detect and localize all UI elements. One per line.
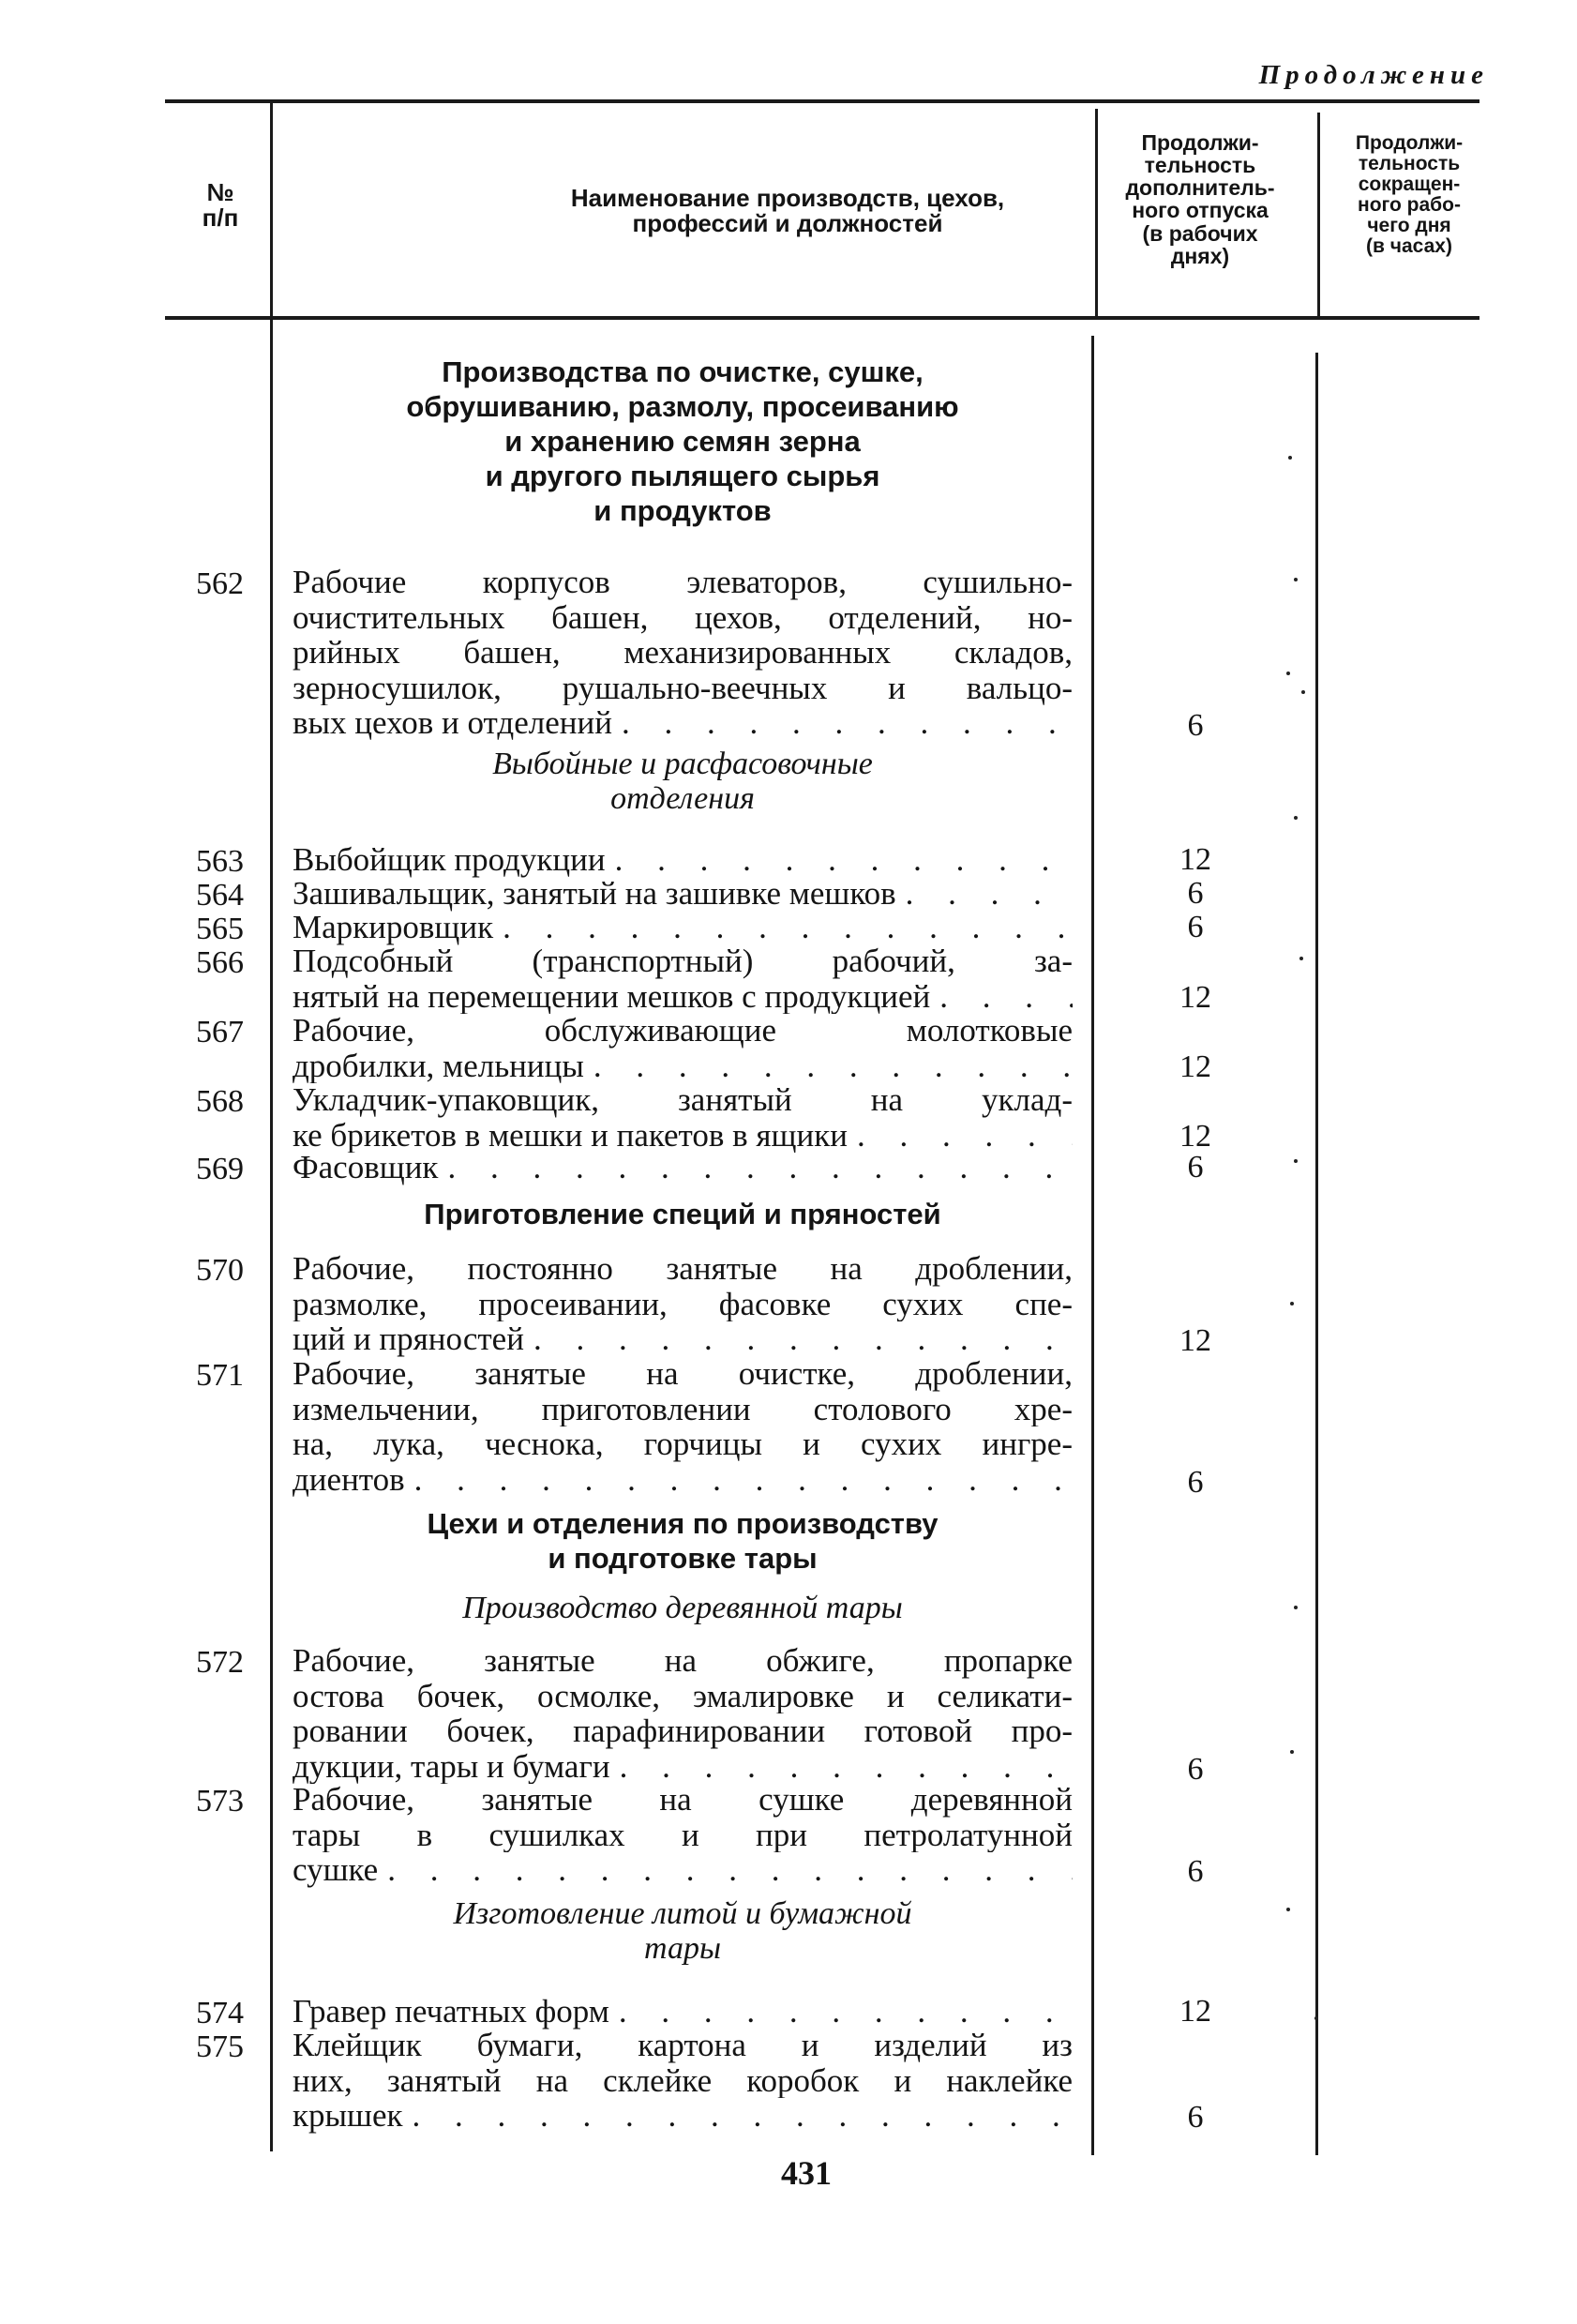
row-title [293,1150,1073,1185]
header-name: Наименование производств, цехов, профессий и должностей [570,184,1005,238]
row-number: 568 [196,1084,244,1119]
row-title-line: Клейщик бумаги, картона и изделий из [293,2028,1073,2063]
row-title-line: Рабочие, постоянно занятые на дроблении, [293,1251,1073,1287]
row-number: 573 [196,1784,244,1818]
row-title-line: Гравер печатных форм [293,1994,609,2030]
header-vacation: Продолжи- тельность дополнитель- ного отпуска (в рабочих днях) [1125,130,1275,268]
row-title-line: Выбойщик продукции [293,842,606,878]
row-title [293,876,1073,912]
row-title-line: нятый на перемещении мешков с продукцией [293,978,931,1014]
scan-speck [1286,1908,1290,1911]
column-rule-3-body [1315,353,1318,2155]
row-title-line: диентов [293,1461,405,1497]
row-vacation-days: 6 [1187,1751,1204,1787]
row-title-line: рийных башен, механизированных складов, [293,635,1073,671]
dot-leader [848,1118,1073,1154]
row-title [293,1356,1073,1497]
header-number: № п/п [202,178,239,233]
row-vacation-days: 12 [1179,1049,1211,1084]
scan-speck [1314,2016,1318,2020]
row-title [293,842,1073,878]
row-number: 565 [196,912,244,946]
scan-speck [1294,816,1298,820]
row-number: 562 [196,566,244,601]
row-title-line: размолке, просеивании, фасовке сухих спе- [293,1286,1073,1321]
row-title-line: ровании бочек, парафинировании готовой про- [293,1713,1073,1749]
scan-speck [1294,1606,1298,1609]
row-title-line: измельчении, приготовлении столового хре- [293,1391,1073,1426]
column-rule-1 [270,101,273,2151]
row-title [293,1643,1073,1784]
dot-leader [609,1994,1073,2030]
row-vacation-days: 6 [1187,1464,1204,1500]
row-number: 567 [196,1015,244,1049]
dot-leader [896,876,1073,912]
row-vacation-days: 6 [1187,910,1204,944]
row-vacation-days: 12 [1179,1323,1211,1358]
row-title-line: дукции, тары и бумаги [293,1748,610,1784]
row-title-line: Рабочие корпусов элеваторов, сушильно- [293,565,1073,600]
row-title-line: Фасовщик [293,1150,439,1185]
row-title-line: дробилки, мельницы [293,1048,584,1083]
row-title-line: вых цехов и отделений [293,705,612,741]
dot-leader [378,1852,1073,1888]
row-number: 575 [196,2030,244,2064]
dot-leader [610,1749,1073,1785]
row-title-line: Зашивальщик, занятый на зашивке мешков [293,876,896,912]
row-title-line: Укладчик-упаковщик, занятый на уклад- [293,1082,1073,1118]
section-heading: Приготовление специй и пряностей [424,1198,941,1230]
section-heading: Выбойные и расфасовочные отделения [492,747,873,816]
row-title [293,2028,1073,2134]
scan-speck [1290,1750,1294,1754]
row-number: 572 [196,1645,244,1680]
row-title-line: зерносушилок, рушально-веечных и вальцо- [293,670,1073,705]
page-number: 431 [781,2154,832,2192]
dot-leader [584,1049,1073,1084]
row-vacation-days: 12 [1179,979,1211,1015]
dot-leader [403,2098,1073,2134]
row-vacation-days: 6 [1187,1150,1204,1185]
dot-leader [405,1462,1073,1498]
scan-speck [1286,672,1290,675]
row-title [293,1994,1073,2030]
row-title-line: ций и пряностей [293,1321,524,1357]
scan-speck [1301,690,1305,694]
scan-speck [1299,957,1303,960]
row-title [293,1013,1073,1083]
row-title-line: Подсобный (транспортный) рабочий, за- [293,943,1073,979]
row-title-line: Рабочие, обслуживающие молотковые [293,1013,1073,1049]
section-heading: Производства по очистке, сушке, обрушиванию, размолу, просеиванию и хранению семян зерна и другого пылящего сырья и продуктов [406,355,959,527]
row-title-line: на, лука, чеснока, горчицы и сухих ингре- [293,1426,1073,1462]
header-shortened-day: Продолжи- тельность сокращен- ного рабо- чего дня (в часах) [1355,132,1464,258]
row-title-line: Маркировщик [293,910,494,945]
row-title-line: ке брикетов в мешки и пакетов в ящики [293,1117,848,1153]
row-title-line: тары в сушилках и при петролатунной [293,1817,1073,1852]
row-number: 569 [196,1152,244,1186]
row-number: 570 [196,1253,244,1288]
header-bottom-rule [165,316,1479,320]
dot-leader [606,842,1073,878]
row-title-line: Рабочие, занятые на очистке, дроблении, [293,1356,1073,1392]
dot-leader [930,979,1073,1015]
dot-leader [438,1150,1073,1185]
row-number: 574 [196,1996,244,2030]
row-number: 564 [196,878,244,913]
row-vacation-days: 6 [1187,876,1204,911]
row-title [293,1082,1073,1153]
row-vacation-days: 6 [1187,2100,1204,2135]
row-title-line: сушке [293,1852,379,1888]
section-heading: Производство деревянной тары [462,1591,903,1625]
scan-speck [1294,578,1298,581]
scan-speck [1288,456,1292,460]
row-number: 563 [196,844,244,879]
scan-speck [1290,1302,1294,1305]
row-title-line: Рабочие, занятые на обжиге, пропарке [293,1643,1073,1679]
dot-leader [524,1321,1073,1357]
dot-leader [493,910,1073,945]
section-heading: Цехи и отделения по производству и подготовке тары [427,1507,939,1575]
section-heading: Изготовление литой и бумажной тары [453,1896,912,1966]
row-number: 566 [196,945,244,980]
row-title-line: очистительных башен, цехов, отделений, но- [293,599,1073,635]
row-vacation-days: 6 [1187,1854,1204,1889]
row-title-line: крышек [293,2098,403,2134]
row-vacation-days: 12 [1179,1118,1211,1154]
row-title [293,1251,1073,1357]
scan-speck [1294,1159,1298,1163]
table-top-rule [165,99,1479,103]
row-title-line: Рабочие, занятые на сушке деревянной [293,1782,1073,1818]
row-vacation-days: 6 [1187,708,1204,743]
row-vacation-days: 12 [1179,1994,1211,2029]
row-title [293,910,1073,945]
row-vacation-days: 12 [1179,842,1211,877]
row-title [293,565,1073,741]
row-title-line: них, занятый на склейке коробок и наклейке [293,2062,1073,2098]
row-title [293,943,1073,1014]
row-title [293,1782,1073,1888]
row-number: 571 [196,1358,244,1393]
column-rule-2-body [1091,336,1094,2155]
row-title-line: остова бочек, осмолке, эмалировке и селикати- [293,1678,1073,1713]
continuation-label: Продолжение [1258,60,1489,90]
dot-leader [612,705,1073,741]
